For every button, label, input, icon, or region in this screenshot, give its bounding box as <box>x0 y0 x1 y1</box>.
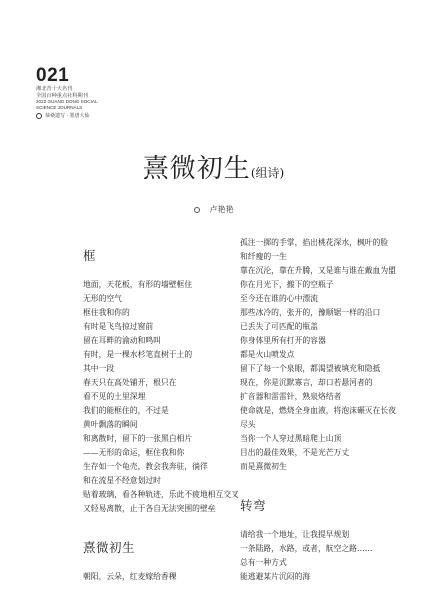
journal-tagline-en-1: 2022 GUANG DONG SOCIAL <box>36 99 98 105</box>
journal-logo-text: 恭桑遗写 · 墨唐大仙 <box>45 113 90 120</box>
right-column <box>240 236 396 584</box>
poem-line: 贴着玻璃，看各种轨迹，乐此不疲地相互交叉 <box>83 490 239 499</box>
poem-line: 朝阳，云朵，红麦嫁给香稞 <box>83 572 177 581</box>
poem-line: 总有一种方式 <box>240 558 287 567</box>
section-heading: 转弯 <box>240 498 267 513</box>
poem-line: 又轻易离散，止于各自无法突围的壁垒 <box>83 504 216 513</box>
poem-line: 地面，天花板，有形的墙壁框住 <box>83 280 193 289</box>
poem-line: 扩音器和雷雷针，熟泉烙结者 <box>240 392 342 401</box>
poem-line: 无形的空气 <box>83 294 122 303</box>
poem-line: 其中一段 <box>83 364 115 373</box>
article-title-block <box>0 153 427 185</box>
poem-line: 和在流星不经意划过时 <box>83 476 161 485</box>
poem-line: 现在，你是沉默寡言，却口若悬河者的 <box>240 378 373 387</box>
journal-tagline-2: 全国百种重点社科期刊 <box>36 92 88 99</box>
issue-number: 021 <box>36 65 70 86</box>
poem-line: 生存如一个龟壳，教会我奔驻，徜徉 <box>83 462 208 471</box>
left-column <box>83 236 238 584</box>
poem-line: 有时是飞鸟掠过窗前 <box>83 322 154 331</box>
poem-line: 有时，是一棵水杉笔直树于土的 <box>83 350 193 359</box>
article-subtitle: (组诗) <box>250 166 285 180</box>
poem-line: 和纤瘦的一生 <box>240 252 287 261</box>
poem-line: 一条陆路，水路，或者，航空之路…… <box>240 544 373 553</box>
poem-line: 请给我一个地址，让我提早规划 <box>240 530 350 539</box>
author-name: 卢艳艳 <box>209 205 234 214</box>
poem-line: 留下了每一个泉眼，都渴望被填充和隐抵 <box>240 364 381 373</box>
journal-tagline-en-2: SCIENCE JOURNALS <box>36 105 83 111</box>
poem-line: 和离散时，留下的一张黑白相片 <box>83 434 193 443</box>
poem-line: 靠在沉沦，靠在升腾，又是谁与谁在戴血为盟 <box>240 266 396 275</box>
journal-logo <box>36 112 156 119</box>
poem-line: 能逃避某片沉闷的海 <box>240 572 311 581</box>
article-title: 熹微初生 <box>142 154 251 184</box>
poem-line: 看不见的土里深埋 <box>83 392 146 401</box>
poem-line: 春天只在高处铺开，根只在 <box>83 378 177 387</box>
poem-line: 你在月光下，搬下的空瓶子 <box>240 280 334 289</box>
poem-line: 黄叶飘落的瞬间 <box>83 420 138 429</box>
author-bullet-icon <box>194 207 200 213</box>
poem-line: 使命就是，燃烧全身血液，将泡沫碾灭在长夜 <box>240 406 396 415</box>
poem-line: 那些冰冷的，张开的，豫顺锯一样的沿口 <box>240 308 381 317</box>
poem-line: 至今还在谁的心中漂流 <box>240 294 318 303</box>
journal-header <box>36 66 156 119</box>
poem-line: ——无形的命运，框住我和你 <box>83 448 185 457</box>
journal-logo-icon <box>36 113 42 119</box>
poem-line: 已丢失了可匹配的瓶盖 <box>240 322 318 331</box>
poem-line: 而是熹微初生 <box>240 462 287 471</box>
poem-line: 当你一个人穿过黑暗爬上山顶 <box>240 434 342 443</box>
poem-line: 你身体里所有打开的容器 <box>240 336 326 345</box>
poem-line: 都是火山喷发点 <box>240 350 295 359</box>
author-line <box>0 204 427 215</box>
poem-line: 留在耳畔的渝动和鸣叫 <box>83 336 161 345</box>
poem-line: 尽头 <box>240 420 256 429</box>
section-heading: 熹微初生 <box>83 540 136 555</box>
poem-line: 框住我和你的 <box>83 308 130 317</box>
journal-tagline-1: 湘北青十大名刊 <box>36 86 73 92</box>
poem-line: 目出的最佳效果，不是光芒万丈 <box>240 448 350 457</box>
section-heading: 框 <box>83 248 97 263</box>
poem-line: 我们的能框住的，不过是 <box>83 406 169 415</box>
poem-line: 孤注一掷的手掌，掐出桃花深水，枫叶的脸 <box>240 238 389 247</box>
